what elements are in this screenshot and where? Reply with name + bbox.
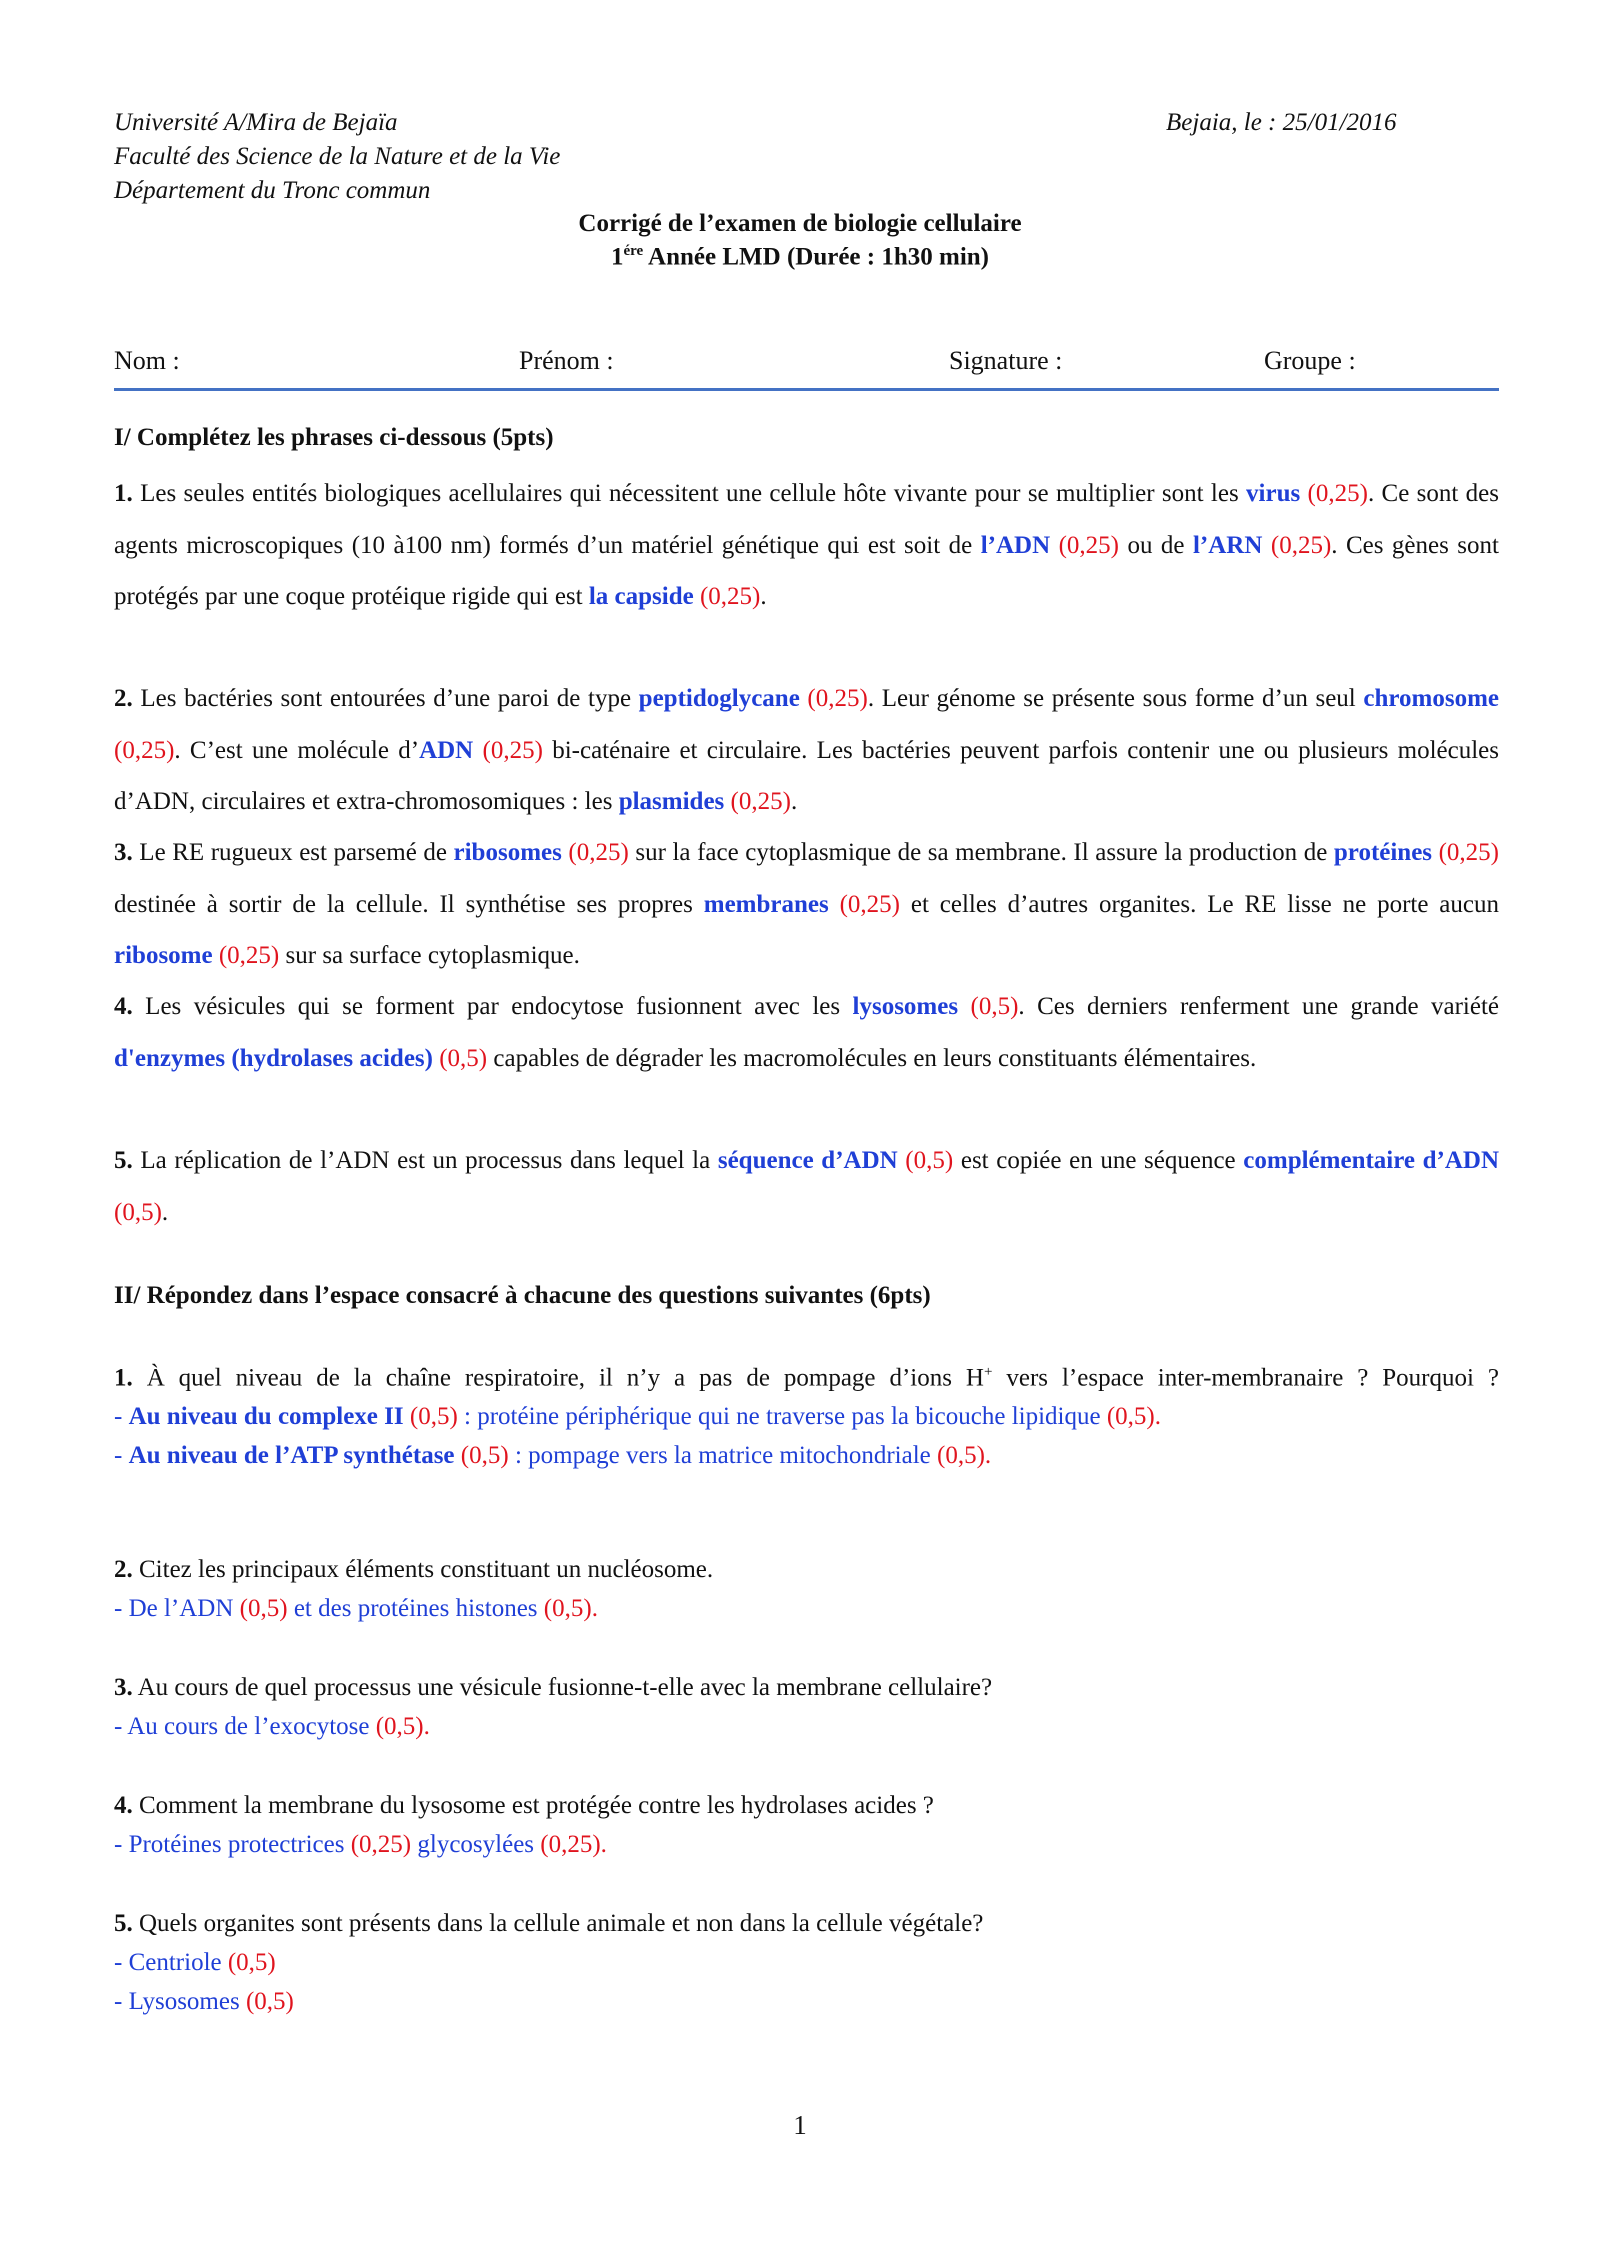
header-divider xyxy=(114,388,1499,391)
section-2-question-3 xyxy=(114,1668,1499,1746)
institution-header xyxy=(114,106,560,208)
document-subtitle: $1^{ére}$ Année LMD (Durée : 1h30 min) xyxy=(610,243,989,271)
field-groupe: Groupe : xyxy=(1264,346,1356,375)
section-2-question-5 xyxy=(114,1904,1499,2021)
section-2-question-4 xyxy=(114,1786,1499,1864)
section-1-item-1: 1. Les seules entités biologiques acellulaires qui nécessitent une cellule hôte vivante pour se multiplier sont les virus (0,25). Ce sont des agents microscopiques (10 à100 nm) formés d’un matériel génétique qui est soit de l’ADN (0,25) ou de l’ARN (0,25). Ces gènes sont protégés par une coque protéique rigide qui est la capside (0,25). xyxy=(114,480,1499,610)
section-1-title: I/ Complétez les phrases ci-dessous (5pts) xyxy=(114,424,554,451)
document-title: Corrigé de l’examen de biologie cellulaire xyxy=(578,210,1022,237)
question-5-text: 5. Quels organites sont présents dans la cellule animale et non dans la cellule végétale? xyxy=(114,1910,984,1937)
question-1-answer-1: - Au niveau du complexe II (0,5) : protéine périphérique qui ne traverse pas la bicouche lipidique (0,5). xyxy=(114,1403,1162,1431)
section-1-item-3: 3. Le RE rugueux est parsemé de ribosomes (0,25) sur la face cytoplasmique de sa membrane. Il assure la production de protéines (0,25) destinée à sortir de la cellule. Il synthétise ses propres membranes (0,25) et celles d’autres organites. Le RE lisse ne porte aucun ribosome (0,25) sur sa surface cytoplasmique. xyxy=(114,839,1500,969)
section-1-item-5: 5. La réplication de l’ADN est un processus dans lequel la séquence d’ADN (0,5) est copiée en une séquence complémentaire d’ADN (0,5). xyxy=(114,1147,1500,1226)
section-2-title: II/ Répondez dans l’espace consacré à chacune des questions suivantes (6pts) xyxy=(114,1282,931,1309)
question-3-answer: - Au cours de l’exocytose (0,5). xyxy=(114,1713,430,1740)
question-2-text: 2. Citez les principaux éléments constituant un nucléosome. xyxy=(114,1556,714,1583)
section-2-question-1 xyxy=(114,1353,1499,1475)
field-signature: Signature : xyxy=(949,346,1063,375)
faculty-name: Faculté des Science de la Nature et de la Vie xyxy=(114,143,561,170)
section-1-item-2: 2. Les bactéries sont entourées d’une paroi de type peptidoglycane (0,25). Leur génome se présente sous forme d’un seul chromosome (0,25). C’est une molécule d’ADN (0,25) bi-caténaire et circulaire. Les bactéries peuvent parfois contenir une ou plusieurs molécules d’ADN, circulaires et extra-chromosomiques : les plasmides (0,25). xyxy=(114,685,1499,815)
department-name: Département du Tronc commun xyxy=(114,177,431,204)
question-4-answer: - Protéines protectrices (0,25) glycosylées (0,25). xyxy=(114,1831,607,1858)
page-number: 1 xyxy=(793,2110,807,2140)
question-3-text: 3. Au cours de quel processus une vésicule fusionne-t-elle avec la membrane cellulaire? xyxy=(114,1674,993,1701)
exam-date: Bejaia, le : 25/01/2016 xyxy=(1166,109,1397,136)
section-2-question-2 xyxy=(114,1550,1499,1628)
field-prenom: Prénom : xyxy=(519,346,614,375)
field-nom: Nom : xyxy=(114,346,180,375)
question-1-answer-2: - Au niveau de l’ATP synthétase (0,5) : pompage vers la matrice mitochondriale (0,5). xyxy=(114,1442,992,1470)
question-4-text: 4. Comment la membrane du lysosome est protégée contre les hydrolases acides ? xyxy=(114,1792,934,1819)
section-1-item-4: 4. Les vésicules qui se forment par endocytose fusionnent avec les lysosomes (0,5). Ces derniers renferment une grande variété d'enzymes (hydrolases acides) (0,5) capables de dégrader les macromolécules en leurs constituants élémentaires. xyxy=(114,993,1499,1072)
question-2-answer: - De l’ADN (0,5) et des protéines histones (0,5). xyxy=(114,1595,598,1622)
question-1-text: 1. À quel niveau de la chaîne respiratoire, il n’y a pas de pompage d’ions H+ vers l’espace inter-membranaire ? Pourquoi ? xyxy=(114,1364,1499,1392)
student-fields xyxy=(114,346,1499,380)
question-5-answer-1: - Centriole (0,5) xyxy=(114,1949,276,1976)
question-5-answer-2: - Lysosomes (0,5) xyxy=(114,1988,294,2015)
university-name: Université A/Mira de Bejaïa xyxy=(114,109,398,136)
